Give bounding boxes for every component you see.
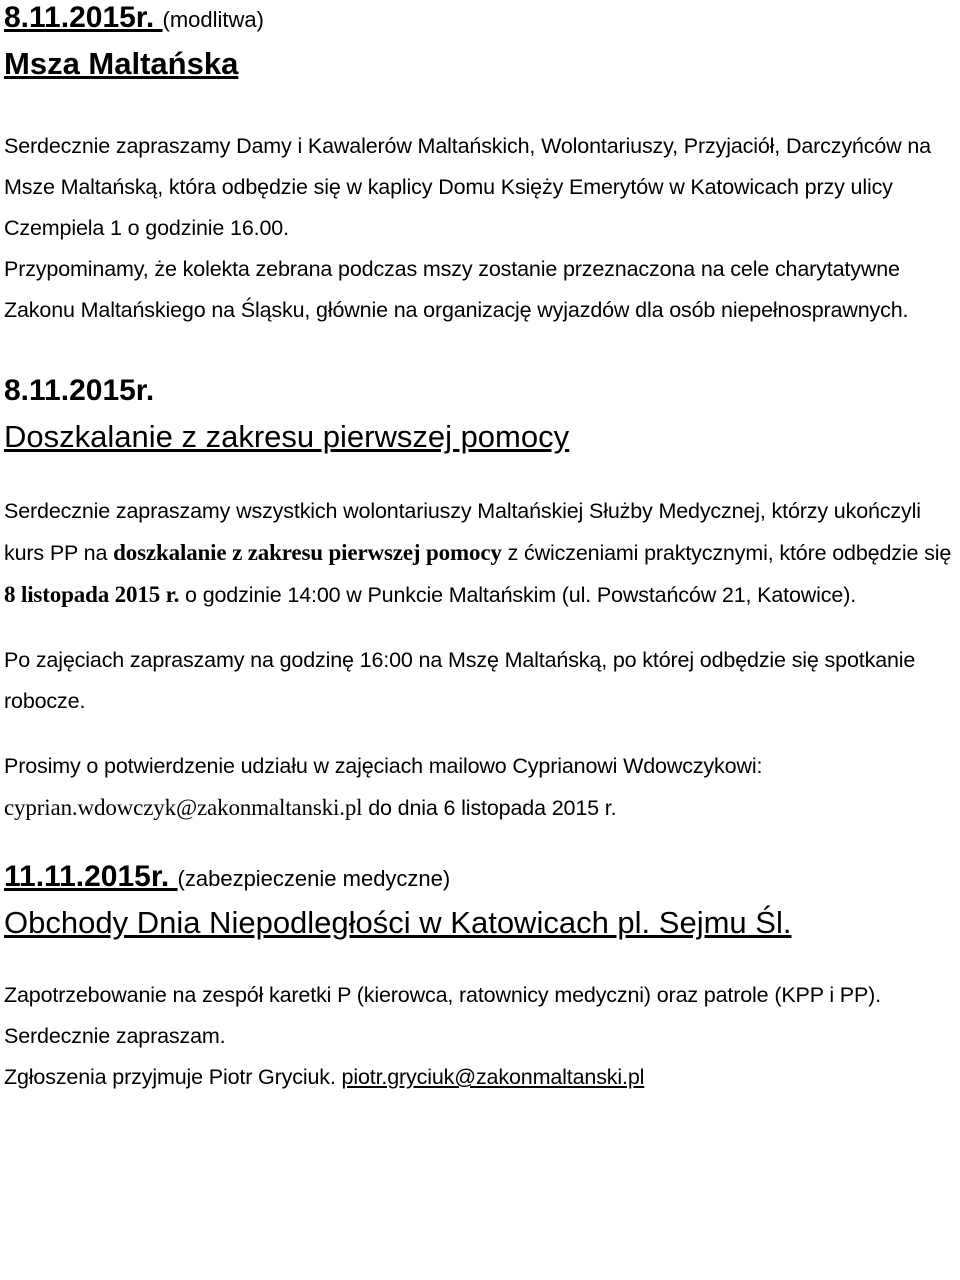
text-run: Zgłoszenia przyjmuje Piotr Gryciuk. [4, 1065, 342, 1089]
email-link-piotr[interactable]: piotr.gryciuk@zakonmaltanski.pl [341, 1065, 645, 1089]
paragraph-request: Zapotrzebowanie na zespół karetki P (kierowca, ratownicy medyczni) oraz patrole (KPP i PP). [4, 983, 881, 1007]
spacer [4, 616, 954, 640]
email-cyprian: cyprian.wdowczyk@zakonmaltanski.pl [4, 795, 363, 820]
text-run: o godzinie 14:00 w Punkcie Maltańskim (ul. Powstańców 21, Katowice). [179, 583, 857, 607]
section-doszkalanie [4, 373, 954, 829]
section-note: (modlitwa) [162, 7, 264, 32]
paragraph-confirmation [4, 746, 954, 829]
paragraph-collection: Przypominamy, że kolekta zebrana podczas mszy zostanie przeznaczona na cele charytatywne Zakonu Maltańskiego na Śląsku, głównie na organizację wyjazdów dla osób niepełnosprawnych. [4, 257, 909, 322]
spacer [4, 461, 954, 491]
section-obchody [4, 859, 954, 1098]
section-date: 8.11.2015r. [4, 1, 163, 34]
emphasis-date: 8 listopada 2015 r. [4, 582, 180, 607]
spacer [4, 722, 954, 746]
section-title [4, 899, 954, 947]
spacer [4, 88, 954, 126]
text-run: Serdecznie zapraszamy wszystkich wolontariuszy Maltańskiej Służby Medycznej, którzy ukończyli kurs PP na [4, 499, 921, 565]
spacer [4, 947, 954, 975]
section-date-line [4, 859, 954, 899]
text-run: do dnia 6 listopada 2015 r. [362, 796, 617, 820]
section-date-line [4, 0, 954, 40]
section-note: (zabezpieczenie medyczne) [177, 866, 451, 891]
paragraph-invite: Serdecznie zapraszam. [4, 1024, 226, 1048]
paragraph-contact [4, 1057, 954, 1098]
paragraph-training [4, 491, 954, 616]
text-run: z ćwiczeniami praktycznymi, które odbędzie się [501, 541, 952, 565]
section-date-line [4, 373, 954, 413]
section-title: Msza Maltańska [4, 46, 239, 81]
document-page [4, 0, 954, 1098]
paragraph-after-training: Po zajęciach zapraszamy na godzinę 16:00 na Mszę Maltańską, po której odbędzie się spotkanie robocze. [4, 648, 916, 713]
text-run: Prosimy o potwierdzenie udziału w zajęciach mailowo Cyprianowi Wdowczykowi: [4, 754, 763, 778]
section-title-text: Obchody Dnia Niepodległości w Katowicach pl. Sejmu Śl. [4, 905, 792, 940]
section-title-text: Doszkalanie z zakresu pierwszej pomocy [4, 419, 570, 454]
section-title [4, 413, 954, 461]
paragraph-invitation: Serdecznie zapraszamy Damy i Kawalerów Maltańskich, Wolontariuszy, Przyjaciół, Darczyńców na Msze Maltańską, która odbędzie się w kaplicy Domu Księży Emerytów w Katowicach przy ulicy Czempiela 1 o godzinie 16.00. [4, 134, 931, 240]
emphasis-training: doszkalanie z zakresu pierwszej pomocy [113, 540, 502, 565]
section-date: 11.11.2015r. [4, 860, 178, 893]
section-msza [4, 0, 954, 331]
section-date: 8.11.2015r. [4, 374, 155, 407]
